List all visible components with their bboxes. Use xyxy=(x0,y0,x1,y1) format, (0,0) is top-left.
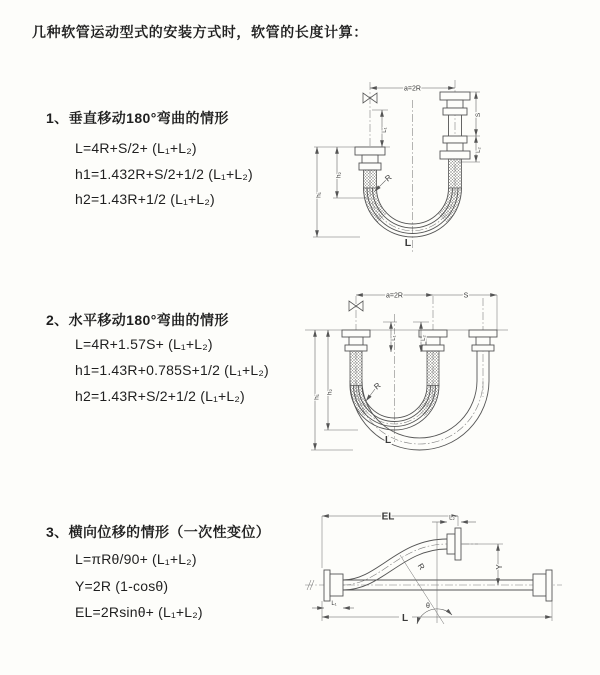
dim-l2-label: L₂ xyxy=(476,147,482,153)
dimension-l1 xyxy=(382,110,388,147)
dim-l2-label: L₂ xyxy=(449,515,455,522)
dimension-s xyxy=(433,293,497,331)
dim-top-label: a=2R xyxy=(386,292,403,300)
right-pipe-flange xyxy=(440,92,470,188)
section-1-heading: 1、垂直移动180°弯曲的情形 xyxy=(46,110,229,126)
dimension-l2 xyxy=(476,136,482,162)
section-2-formula-h2: h2=1.43R+S/2+1/2 (L₁+L₂) xyxy=(75,388,245,404)
dimension-h2 xyxy=(336,147,343,198)
length-label: L xyxy=(404,237,412,249)
angle-construction xyxy=(400,522,452,624)
dimension-l2 xyxy=(432,516,476,523)
upper-right-flange xyxy=(447,528,461,560)
dim-l1-label: L₁ xyxy=(391,335,397,341)
radius-callout xyxy=(375,173,394,192)
dimension-h1 xyxy=(316,147,323,237)
dim-l1-label: L₁ xyxy=(331,601,337,607)
dim-h2-label: h₂ xyxy=(335,171,343,179)
length-label: L xyxy=(401,613,409,624)
dimension-a-2r xyxy=(356,293,433,300)
section-3-formula-el: EL=2Rsinθ+ (L₁+L₂) xyxy=(75,604,203,620)
diagram-vertical-180-bend xyxy=(310,70,522,260)
radius-label: R xyxy=(372,380,383,392)
left-pipe-flange xyxy=(342,330,370,386)
dim-top-label: a=2R xyxy=(404,85,421,93)
dimension-s xyxy=(475,92,482,136)
dim-l1-label: L₁ xyxy=(382,127,388,133)
dim-l2-label: L₂ xyxy=(421,335,427,341)
section-3-formula-y: Y=2R (1-cosθ) xyxy=(75,578,169,594)
centerlines xyxy=(370,80,456,252)
dimension-y xyxy=(462,544,504,585)
section-1-formula-h1: h1=1.432R+S/2+1/2 (L₁+L₂) xyxy=(75,166,253,182)
angle-label: θ xyxy=(426,603,430,610)
hose-u-bend-wide xyxy=(350,381,489,451)
dim-h1-label: h₁ xyxy=(313,394,321,400)
diagram-horizontal-180-bend xyxy=(303,282,548,460)
dim-s-label: S xyxy=(463,292,469,300)
length-label: L xyxy=(384,435,392,446)
section-2-heading: 2、水平移动180°弯曲的情形 xyxy=(46,312,229,328)
section-1-formula-h2: h2=1.43R+1/2 (L₁+L₂) xyxy=(75,191,215,207)
dim-h2-label: h₂ xyxy=(326,388,334,396)
dimension-a-2r xyxy=(370,86,455,93)
centerlines xyxy=(305,544,562,590)
left-flange xyxy=(324,570,343,601)
dim-y-label: Y xyxy=(495,564,504,570)
radius-callout xyxy=(366,381,383,401)
section-2-formula-h1: h1=1.43R+0.785S+1/2 (L₁+L₂) xyxy=(75,362,269,378)
section-1-formula-length: L=4R+S/2+ (L₁+L₂) xyxy=(75,140,197,156)
dim-s-label: S xyxy=(475,112,482,118)
section-3-heading: 3、横向位移的情形（一次性变位） xyxy=(46,524,271,540)
radius-label: R xyxy=(383,172,394,184)
radius-label: R xyxy=(415,561,427,572)
dim-h1-label: h₁ xyxy=(315,192,323,198)
dimension-l1 xyxy=(312,601,354,608)
diagram-lateral-displacement xyxy=(300,498,600,658)
page-title: 几种软管运动型式的安装方式时，软管的长度计算： xyxy=(32,24,368,40)
section-2-formula-length: L=4R+1.57S+ (L₁+L₂) xyxy=(75,336,213,352)
dim-el-label: EL xyxy=(381,511,395,523)
section-3-formula-length: L=πRθ/90+ (L₁+L₂) xyxy=(75,551,197,567)
left-pipe-flange xyxy=(355,147,385,188)
lower-right-flange xyxy=(533,570,552,601)
dimension-h2 xyxy=(327,330,334,430)
dimension-h1 xyxy=(314,330,321,450)
dimension-l1 xyxy=(391,322,397,352)
